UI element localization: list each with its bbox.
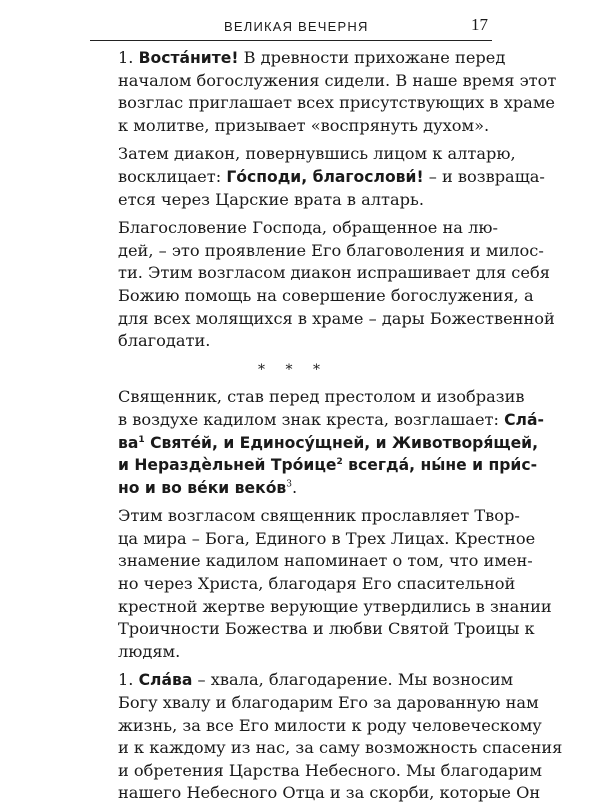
text-line: дей, – это проявление Его благоволения и милос- xyxy=(118,240,544,260)
running-head-title: ВЕЛИКАЯ ВЕЧЕРНЯ xyxy=(224,19,369,34)
text-span: . xyxy=(292,477,298,497)
text-line: Троичности Божества и любви Святой Троицы к xyxy=(118,619,535,639)
note-number: 1. xyxy=(118,670,134,690)
bold-term: Сла́ва xyxy=(138,671,193,690)
footnote-marker: 3 xyxy=(286,479,293,490)
text-span: в воздухе кадилом знак креста, возглашает: xyxy=(118,409,499,429)
text-line: благодати. xyxy=(118,331,211,351)
bold-term: Сла́- xyxy=(504,410,544,429)
text-line: и к каждому из нас, за саму возможность спасения xyxy=(118,738,563,758)
text-line: возглас приглашает всех присутствующих в храме xyxy=(118,93,556,113)
paragraph-2 xyxy=(88,143,545,211)
text-line: людям. xyxy=(118,641,181,661)
paragraph-1 xyxy=(88,47,557,137)
text-line: ти. Этим возгласом диакон испрашивает для себя xyxy=(118,263,550,283)
text-line: для всех молящихся в храме – дары Божественной xyxy=(118,308,555,328)
bold-term: и Нераздѐльней Тро́ице xyxy=(118,456,337,475)
text-line: но через Христа, благодаря Его спасительной xyxy=(118,574,516,594)
bold-term: ва xyxy=(118,433,139,452)
text-span: восклицает: xyxy=(118,166,222,186)
body-text xyxy=(88,47,563,811)
paragraph-6 xyxy=(88,669,563,805)
text-line: Священник, став перед престолом и изобразив xyxy=(118,387,525,407)
note-number: 1. xyxy=(118,48,134,67)
section-separator: * * * xyxy=(258,361,328,378)
bold-term: Го́споди, благослови́! xyxy=(226,167,424,186)
text-line: Божию помощь на совершение богослужения, а xyxy=(118,285,534,305)
bold-term: Воста́ните! xyxy=(138,49,239,67)
text-line: В древности прихожане перед xyxy=(243,48,506,67)
text-span: – и возвраща- xyxy=(428,166,545,186)
text-span: – хвала, благодарение. Мы возносим xyxy=(197,670,514,690)
text-line: к молитве, призывает «воспрянуть духом». xyxy=(118,115,490,135)
text-line: крестной жертве верующие утвердились в знании xyxy=(118,596,552,616)
text-line: Благословение Господа, обращенное на лю- xyxy=(118,218,498,238)
paragraph-3 xyxy=(88,217,555,353)
text-line: жизнь, за все Его милости к роду человеческому xyxy=(118,715,542,735)
running-header xyxy=(90,14,492,41)
text-line: Этим возгласом священник прославляет Твор- xyxy=(118,506,520,526)
text-line: Богу хвалу и благодарим Его за дарованную нам xyxy=(118,693,539,713)
text-line: ется через Царские врата в алтарь. xyxy=(118,189,424,209)
page-number: 17 xyxy=(471,15,488,34)
text-line: ца мира – Бога, Единого в Трех Лицах. Крестное xyxy=(118,528,536,548)
footnote-marker: 2 xyxy=(336,456,343,467)
footnote-marker: 1 xyxy=(138,434,145,445)
paragraph-5 xyxy=(88,505,552,663)
text-line: нашего Небесного Отца и за скорби, которые Он xyxy=(118,783,541,803)
text-line: знамение кадилом напоминает о том, что имен- xyxy=(118,551,533,571)
paragraph-4 xyxy=(88,386,544,499)
text-line: Затем диакон, повернувшись лицом к алтарю, xyxy=(118,144,516,164)
bold-term: но и во ве́ки веко́в xyxy=(118,478,287,497)
text-line: и обретения Царства Небесного. Мы благодарим xyxy=(118,760,542,780)
text-line: началом богослужения сидели. В наше время этот xyxy=(118,70,557,90)
bold-term: всегда́, ны́не и при́с- xyxy=(348,456,538,475)
bold-term: Святе́й, и Единосу́щней, и Животворя́щей, xyxy=(150,433,539,452)
